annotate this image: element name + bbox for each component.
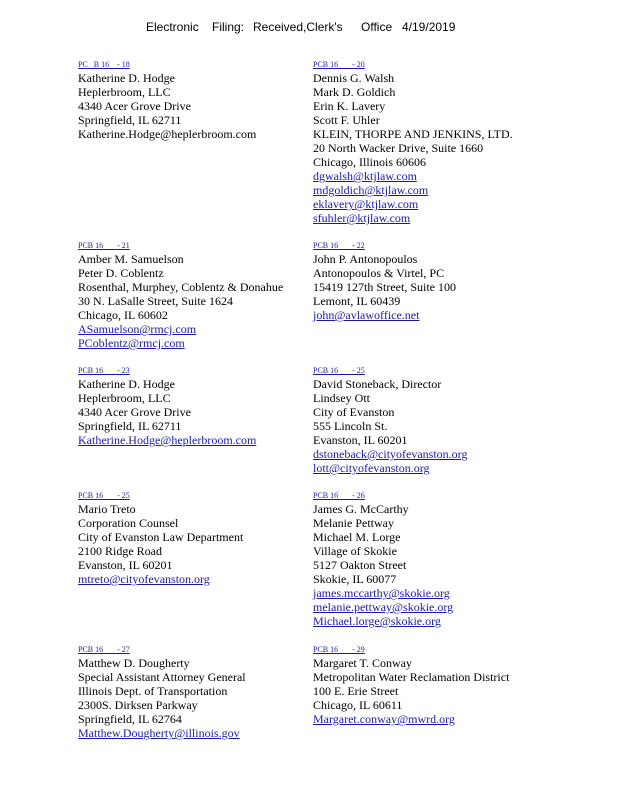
email-link[interactable]: john@avlawoffice.net — [313, 308, 420, 322]
email-link[interactable]: Margaret.conway@mwrd.org — [313, 712, 455, 726]
city-line: Springfield, IL 62711 — [78, 419, 182, 433]
email-link[interactable]: melanie.pettway@skokie.org — [313, 600, 454, 614]
city-line: Chicago, IL 60611 — [313, 698, 403, 712]
case-number: PC B 16 - 18 — [78, 60, 130, 69]
address-line: 4340 Acer Grove Drive — [78, 405, 191, 419]
city-line: Springfield, IL 62711 — [78, 113, 182, 127]
service-block — [313, 60, 513, 225]
email-link[interactable]: Katherine.Hodge@heplerbroom.com — [78, 433, 257, 447]
header-filing: Filing: — [212, 20, 245, 34]
email-link[interactable]: ASamuelson@rmcj.com — [78, 322, 197, 336]
header-received-clerks: Received,Clerk's — [253, 20, 343, 34]
address-line: 4340 Acer Grove Drive — [78, 99, 191, 113]
firm-line: Village of Skokie — [313, 544, 397, 558]
email-link[interactable]: Matthew.Dougherty@illinois.gov — [78, 726, 240, 740]
service-block — [78, 645, 246, 740]
name-line: Mark D. Goldich — [313, 85, 396, 99]
city-line: Chicago, IL 60602 — [78, 308, 168, 322]
firm-line: Heplerbroom, LLC — [78, 85, 171, 99]
firm-line: Illinois Dept. of Transportation — [78, 684, 228, 698]
name-line: Katherine D. Hodge — [78, 377, 175, 391]
service-block — [78, 241, 283, 350]
name-line: Katherine D. Hodge — [78, 71, 175, 85]
address-line: 100 E. Erie Street — [313, 684, 399, 698]
name-line: Scott F. Uhler — [313, 113, 380, 127]
email-link[interactable]: lott@cityofevanston.org — [313, 461, 430, 475]
firm-line: City of Evanston — [313, 405, 395, 419]
city-line: Chicago, Illinois 60606 — [313, 155, 426, 169]
email-link[interactable]: mtreto@cityofevanston.org — [78, 572, 210, 586]
address-line: 30 N. LaSalle Street, Suite 1624 — [78, 294, 233, 308]
address-line: 555 Lincoln St. — [313, 419, 388, 433]
service-block — [313, 491, 453, 628]
case-number: PCB 16 - 26 — [313, 491, 365, 500]
email-link[interactable]: sfuhler@ktjlaw.com — [313, 211, 411, 225]
header-office: Office — [361, 20, 393, 34]
firm-line: Metropolitan Water Reclamation District — [313, 670, 510, 684]
name-line: Lindsey Ott — [313, 391, 370, 405]
firm-line: KLEIN, THORPE AND JENKINS, LTD. — [313, 127, 513, 141]
name-line: Mario Treto — [78, 502, 136, 516]
filing-header — [0, 20, 618, 36]
email-link[interactable]: dstoneback@cityofevanston.org — [313, 447, 468, 461]
firm-line: Heplerbroom, LLC — [78, 391, 171, 405]
case-number: PCB 16 - 23 — [78, 366, 130, 375]
city-line: Evanston, IL 60201 — [313, 433, 408, 447]
service-block — [78, 491, 243, 586]
firm-line: Rosenthal, Murphey, Coblentz & Donahue — [78, 280, 284, 294]
case-number: PCB 16 - 22 — [313, 241, 365, 250]
name-line: Peter D. Coblentz — [78, 266, 164, 280]
title-line: Special Assistant Attorney General — [78, 670, 246, 684]
name-line: Margaret T. Conway — [313, 656, 412, 670]
firm-line: Antonopoulos & Virtel, PC — [313, 266, 445, 280]
email-link[interactable]: dgwalsh@ktjlaw.com — [313, 169, 417, 183]
name-line: Matthew D. Dougherty — [78, 656, 190, 670]
address-line: 15419 127th Street, Suite 100 — [313, 280, 456, 294]
service-block — [313, 366, 467, 475]
title-line: Corporation Counsel — [78, 516, 179, 530]
firm-line: City of Evanston Law Department — [78, 530, 244, 544]
name-line: Erin K. Lavery — [313, 99, 386, 113]
name-line: Melanie Pettway — [313, 516, 394, 530]
case-number: PCB 16 - 21 — [78, 241, 130, 250]
case-number: PCB 16 - 25 — [313, 366, 365, 375]
address-line: 5127 Oakton Street — [313, 558, 407, 572]
email-link[interactable]: james.mccarthy@skokie.org — [313, 586, 450, 600]
name-line: Dennis G. Walsh — [313, 71, 395, 85]
name-line: Michael M. Lorge — [313, 530, 401, 544]
service-block — [78, 366, 256, 447]
name-line: Amber M. Samuelson — [78, 252, 184, 266]
city-line: Lemont, IL 60439 — [313, 294, 401, 308]
city-line: Skokie, IL 60077 — [313, 572, 397, 586]
email-link[interactable]: Michael.lorge@skokie.org — [313, 614, 441, 628]
name-line: James G. McCarthy — [313, 502, 409, 516]
case-number: PCB 16 - 29 — [313, 645, 365, 654]
case-number: PCB 16 - 27 — [78, 645, 130, 654]
email-link[interactable]: mdgoldich@ktjlaw.com — [313, 183, 429, 197]
city-line: Springfield, IL 62764 — [78, 712, 182, 726]
email-line: Katherine.Hodge@heplerbroom.com — [78, 127, 257, 141]
service-block — [313, 645, 509, 726]
email-link[interactable]: eklavery@ktjlaw.com — [313, 197, 419, 211]
service-block — [313, 241, 456, 322]
name-line: David Stoneback, Director — [313, 377, 442, 391]
address-line: 2300S. Dirksen Parkway — [78, 698, 198, 712]
case-number: PCB 16 - 20 — [313, 60, 365, 69]
header-date: 4/19/2019 — [402, 20, 456, 34]
address-line: 2100 Ridge Road — [78, 544, 162, 558]
header-electronic: Electronic — [146, 20, 199, 34]
city-line: Evanston, IL 60201 — [78, 558, 173, 572]
case-number: PCB 16 - 25 — [78, 491, 130, 500]
service-block — [78, 60, 256, 141]
name-line: John P. Antonopoulos — [313, 252, 418, 266]
address-line: 20 North Wacker Drive, Suite 1660 — [313, 141, 484, 155]
email-link[interactable]: PCoblentz@rmcj.com — [78, 336, 185, 350]
